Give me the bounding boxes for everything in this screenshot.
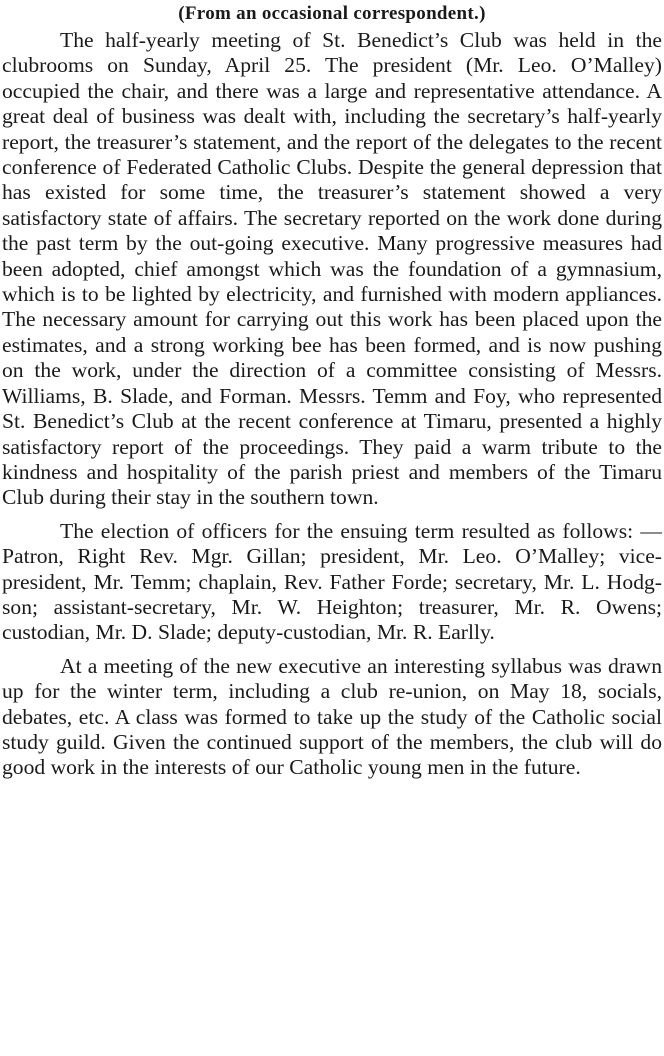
paragraph-election-of-officers: The election of officers for the ensuing term resulted as follows: —Patron, Right Rev. Mgr. Gillan; president, Mr. Leo. O’Malley; vice-president, Mr. Temm; chaplain, Rev. Father Forde; secretary, Mr. L. Hodgson; assistant-secretary, Mr. W. Heighton; treasurer, Mr. R. Owens; custodian, Mr. D. Slade; deputy-custodian, Mr. R. Earlly.: [2, 518, 662, 645]
paragraph-meeting-report: The half-yearly meeting of St. Benedict’s Club was held in the clubrooms on Sunday, April 25. The president (Mr. Leo. O’Malley) occupied the chair, and there was a large and representative attendance. A great deal of business was dealt with, including the secretary’s half-yearly report, the treasurer’s statement, and the report of the delegates to the recent conference of Federated Catholic Clubs. Despite the general depression that has existed for some time, the treasurer’s statement showed a very satisfactory state of affairs. The secretary reported on the work done during the past term by the out-going executive. Many progressive measures had been adopted, chief amongst which was the foundation of a gymnasium, which is to be lighted by electricity, and furnished with modern appliances. The necessary amount for carrying out this work has been placed upon the estimates, and a strong working bee has been formed, and is now pushing on the work, under the direction of a committee consisting of Messrs. Williams, B. Slade, and Forman. Messrs. Temm and Foy, who represented St. Benedict’s Club at the recent conference at Timaru, presented a highly satisfactory report of the proceedings. They paid a warm tribute to the kindness and hospitality of the parish priest and members of the Timaru Club during their stay in the southern town.: [2, 28, 662, 510]
paragraph-gap: [2, 511, 662, 519]
paragraph-new-executive: At a meeting of the new executive an interesting syllabus was drawn up for the winter term, including a club re-union, on May 18, socials, debates, etc. A class was formed to take up the study of the Catholic social study guild. Given the continued support of the members, the club will do good work in the interests of our Catholic young men in the future.: [2, 653, 662, 780]
paragraph-gap: [2, 646, 662, 654]
byline: (From an occasional correspondent.): [178, 3, 486, 24]
